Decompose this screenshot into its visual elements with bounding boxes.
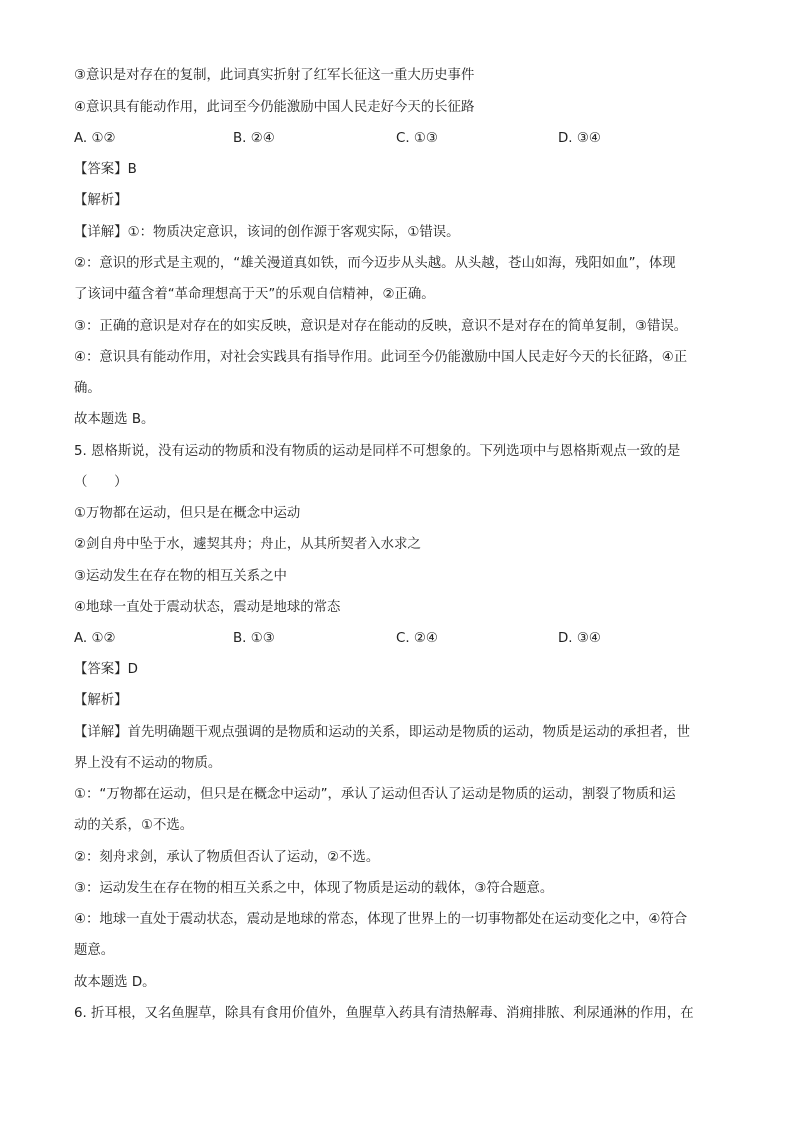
q5-option-1: ①万物都在运动，但只是在概念中运动 <box>74 506 301 521</box>
detail-text: 首先明确题干观点强调的是物质和运动的关系，即运动是物质的运动，物质是运动的承担者，世 <box>127 725 690 740</box>
q5-detail-0a <box>74 724 724 742</box>
q4-answer <box>74 161 724 179</box>
q5-detail-1a: ①：“万物都在运动，但只是在概念中运动”，承认了运动但否认了运动是物质的运动，割裂了物质和运 <box>74 787 676 802</box>
q5-option-2: ②剑自舟中坠于水，遽契其舟；舟止，从其所契者入水求之 <box>74 537 421 552</box>
q4-option-4: ④意识具有能动作用，此词至今仍能激励中国人民走好今天的长征路 <box>74 100 475 115</box>
q6-stem: 6. 折耳根，又名鱼腥草，除具有食用价值外，鱼腥草入药具有清热解毒、消痈排脓、利尿通淋的作用，在 <box>74 1006 694 1021</box>
answer-value: B <box>127 162 137 177</box>
q4-detail-3: ③：正确的意识是对存在的如实反映，意识是对存在能动的反映，意识不是对存在的简单复制，③错误。 <box>74 319 688 334</box>
answer-tag: 【答案】 <box>74 162 128 177</box>
q5-stem-a: 5. 恩格斯说，没有运动的物质和没有物质的运动是同样不可想象的。下列选项中与恩格斯观点一致的是 <box>74 444 681 459</box>
q5-conclusion: 故本题选 D。 <box>74 975 156 990</box>
q5-detail-1b: 动的关系，①不选。 <box>74 818 194 833</box>
q4-choice-b: B. ②④ <box>233 131 275 146</box>
q5-option-3: ③运动发生在存在物的相互关系之中 <box>74 569 287 584</box>
q4-detail-2a: ②：意识的形式是主观的，“雄关漫道真如铁，而今迈步从头越。从头越，苍山如海，残阳如血”，体现 <box>74 256 676 271</box>
q5-detail-4a: ④：地球一直处于震动状态，震动是地球的常态，体现了世界上的一切事物都处在运动变化之中，④符合 <box>74 912 688 927</box>
answer-value: D <box>127 662 138 677</box>
detail-tag: 【详解】 <box>74 725 128 740</box>
q5-detail-2: ②：刻舟求剑，承认了物质但否认了运动，②不选。 <box>74 850 380 865</box>
q4-choice-a: A. ①② <box>74 131 116 146</box>
q4-choice-c: C. ①③ <box>396 131 438 146</box>
q4-detail-1 <box>74 224 724 242</box>
q5-choice-d: D. ③④ <box>558 631 601 646</box>
q4-choice-d: D. ③④ <box>558 131 601 146</box>
q4-detail-4a: ④：意识具有能动作用，对社会实践具有指导作用。此词至今仍能激励中国人民走好今天的长征路，④正 <box>74 350 688 365</box>
q5-choice-c: C. ②④ <box>396 631 438 646</box>
q5-option-4: ④地球一直处于震动状态，震动是地球的常态 <box>74 600 341 615</box>
q5-analysis-tag: 【解析】 <box>74 693 128 708</box>
q4-option-3: ③意识是对存在的复制，此词真实折射了红军长征这一重大历史事件 <box>74 68 475 83</box>
q5-choice-a: A. ①② <box>74 631 116 646</box>
q5-answer <box>74 661 724 679</box>
detail-text: ①：物质决定意识，该词的创作源于客观实际，①错误。 <box>127 225 460 240</box>
q5-choice-b: B. ①③ <box>233 631 275 646</box>
q4-detail-2b: 了该词中蕴含着“革命理想高于天”的乐观自信精神，②正确。 <box>74 287 435 302</box>
q5-detail-0b: 界上没有不运动的物质。 <box>74 756 222 771</box>
answer-tag: 【答案】 <box>74 662 128 677</box>
q5-detail-4b: 题意。 <box>74 943 115 958</box>
detail-tag: 【详解】 <box>74 225 128 240</box>
q4-detail-4b: 确。 <box>74 381 101 396</box>
q4-analysis-tag: 【解析】 <box>74 193 128 208</box>
q4-conclusion: 故本题选 B。 <box>74 412 155 427</box>
q5-detail-3: ③：运动发生在存在物的相互关系之中，体现了物质是运动的载体，③符合题意。 <box>74 881 554 896</box>
q5-stem-b: （ ） <box>74 475 128 490</box>
